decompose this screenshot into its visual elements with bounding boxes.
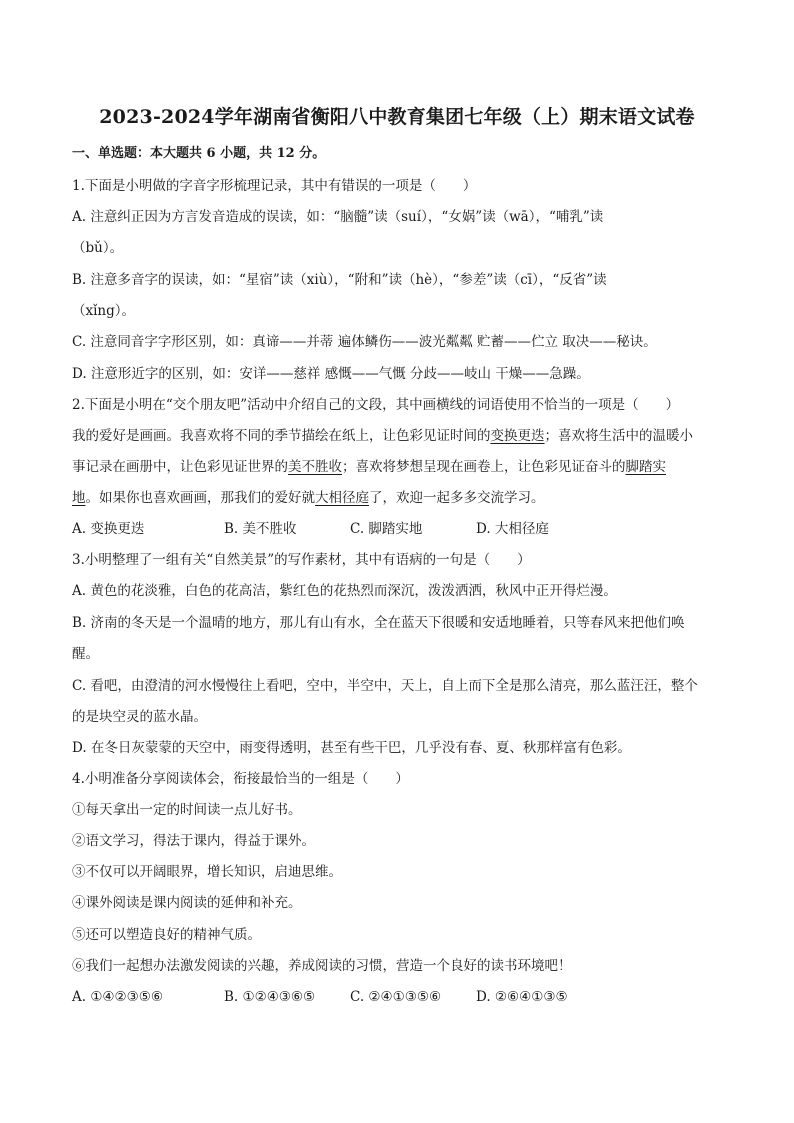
sentence-1: ①每天拿出一定的时间读一点儿好书。 [72,802,302,818]
question-2-passage-line-1 [72,426,732,446]
question-3-option-c: C. 看吧，由澄清的河水慢慢往上看吧，空中，半空中，天上，自上而下全是那么清亮，那么蓝汪汪，整个 [72,678,698,694]
passage-text: 我的爱好是画画。我喜欢将不同的季节描绘在纸上，让色彩见证时间的 [72,428,491,444]
passage-text: 。如果你也喜欢画画，那我们的爱好就 [85,490,315,506]
question-1-option-d: D. 注意形近字的区别，如：安详——慈祥 感慨——气慨 分歧——岐山 干燥——急躁。 [72,366,590,382]
sentence-2: ②语文学习，得法于课内，得益于课外。 [72,833,315,849]
option-a: A. 变换更迭 [72,521,145,537]
passage-text: 事记录在画册中，让色彩见证世界的 [72,459,288,475]
option-c: C. 脚踏实地 [350,521,423,537]
question-3-option-b: B. 济南的冬天是一个温晴的地方，那儿有山有水，全在蓝天下很暖和安适地睡着，只等春风来把他们唤 [72,615,685,631]
question-3-option-b-cont: 醒。 [72,646,99,662]
sentence-4: ④课外阅读是课内阅读的延伸和补充。 [72,895,302,911]
option-c: C. ②④①③⑤⑥ [350,989,442,1005]
question-1-option-a-cont: （bǔ）。 [72,240,124,256]
sentence-5: ⑤还可以塑造良好的精神气质。 [72,927,261,943]
question-1-option-a: A. 注意纠正因为方言发音造成的误读，如：“脑髓”读（suí），“女娲”读（wā），“哺乳”读 [72,209,604,225]
sentence-6: ⑥我们一起想办法激发阅读的兴趣，养成阅读的习惯，营造一个良好的读书环境吧！ [72,958,572,974]
option-d: D. 大相径庭 [476,521,549,537]
option-a: A. ①④②③⑤⑥ [72,989,163,1005]
question-1-option-b: B. 注意多音字的误读，如：“星宿”读（xiù），“附和”读（hè），“参差”读（cī），“反省”读 [72,272,607,288]
passage-text: 了，欢迎一起多多交流学习。 [369,490,545,506]
question-2-stem: 2.下面是小明在“交个朋友吧”活动中介绍自己的文段，其中画横线的词语使用不恰当的一项是（ ） [72,397,680,413]
question-2-passage-line-3 [72,488,732,508]
underlined-word: 大相径庭 [315,490,369,506]
sentence-3: ③不仅可以开阔眼界，增长知识，启迪思维。 [72,864,342,880]
question-1-option-c: C. 注意同音字字形区别，如：真谛——并蒂 遍体鳞伤——波光粼粼 贮蓄——伫立 取决——秘诀。 [72,334,657,350]
option-b: B. ①②④③⑥⑤ [224,989,316,1005]
underlined-word: 地 [72,490,86,506]
section-heading: 一、单选题：本大题共 6 小题，共 12 分。 [72,146,326,161]
page-title: 2023-2024学年湖南省衡阳八中教育集团七年级（上）期末语文试卷 [99,106,695,128]
question-1-stem: 1.下面是小明做的字音字形梳理记录，其中有错误的一项是（ ） [72,178,477,194]
question-3-stem: 3.小明整理了一组有关“自然美景”的写作素材，其中有语病的一句是（ ） [72,552,531,568]
question-4-options [72,987,732,1007]
passage-text: ；喜欢将生活中的温暖小 [544,428,693,444]
passage-text: ；喜欢将梦想呈现在画卷上，让色彩见证奋斗的 [342,459,626,475]
option-b: B. 美不胜收 [224,521,297,537]
option-d: D. ②⑥④①③⑤ [476,989,568,1005]
underlined-word: 变换更迭 [490,428,545,444]
question-3-option-a: A. 黄色的花淡雅，白色的花高洁，紫红色的花热烈而深沉，泼泼洒洒，秋风中正开得烂漫。 [72,583,617,599]
underlined-word: 美不胜收 [288,459,342,475]
question-3-option-d: D. 在冬日灰蒙蒙的天空中，雨变得透明，甚至有些干巴，几乎没有春、夏、秋那样富有色彩。 [72,740,631,756]
underlined-word: 脚踏实 [625,459,666,475]
question-2-passage-line-2 [72,457,732,477]
question-4-stem: 4.小明准备分享阅读体会，衔接最恰当的一组是（ ） [72,771,409,787]
question-2-options [72,519,732,539]
question-1-option-b-cont: （xǐng）。 [72,303,136,319]
question-3-option-c-cont: 的是块空灵的蓝水晶。 [72,709,207,725]
